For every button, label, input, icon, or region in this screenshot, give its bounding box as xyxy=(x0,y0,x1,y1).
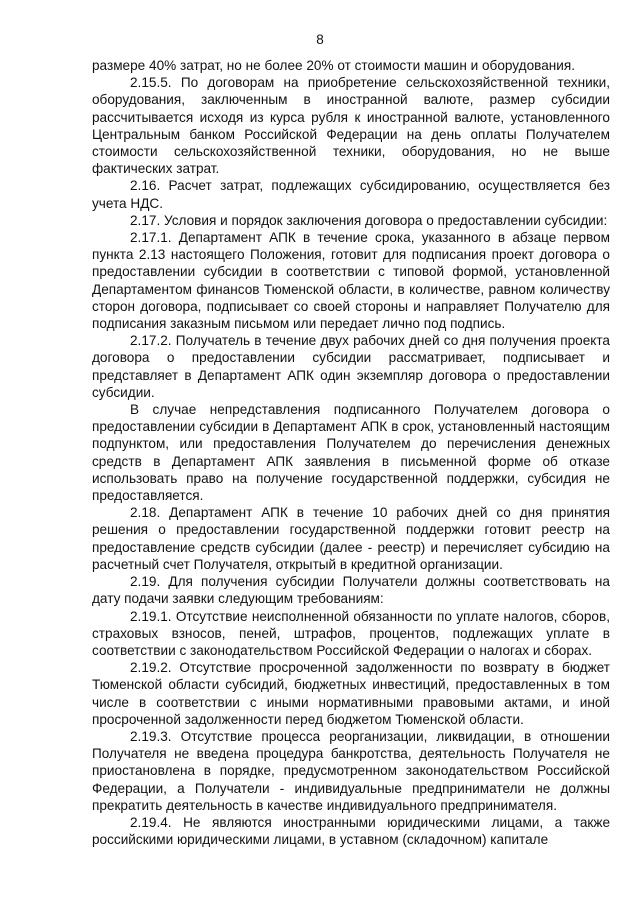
paragraph-2-17-2-refusal: В случае непредставления подписанного Получателем договора о предоставлении субсидии в Департамент АПК в срок, установленный настоящим подпунктом, или предоставления Получателем до перечисления денежных средств в Департамент АПК заявления в письменной форме об отказе использовать право на получение государственной поддержки, субсидия не предоставляется. xyxy=(92,402,610,504)
paragraph-2-19: 2.19. Для получения субсидии Получатели должны соответствовать на дату подачи заявки следующим требованиям: xyxy=(92,574,610,607)
paragraph-2-15-5: 2.15.5. По договорам на приобретение сельскохозяйственной техники, оборудования, заключенным в иностранной валюте, размер субсидии рассчитывается исходя из курса рубля к иностранной валюте, установленного Центральным банком Российской Федерации на день оплаты Получателем стоимости сельскохозяйственной техники, оборудования, но не выше фактических затрат. xyxy=(92,75,610,177)
paragraph-2-18: 2.18. Департамент АПК в течение 10 рабочих дней со дня принятия решения о предоставлении государственной поддержки готовит реестр на предоставление средств субсидии (далее - реестр) и перечисляет субсидию на расчетный счет Получателя, открытый в кредитной организации. xyxy=(92,505,610,572)
page-number: 8 xyxy=(316,32,324,47)
paragraph-continuation: размере 40% затрат, но не более 20% от стоимости машин и оборудования. xyxy=(92,58,576,73)
paragraph-2-19-2: 2.19.2. Отсутствие просроченной задолженности по возврату в бюджет Тюменской области субсидий, бюджетных инвестиций, предоставленных в том числе в соответствии с иными нормативными правовыми актами, и иной просроченной задолженности перед бюджетом Тюменской области. xyxy=(92,660,610,727)
paragraph-2-17-1: 2.17.1. Департамент АПК в течение срока, указанного в абзаце первом пункта 2.13 настоящего Положения, готовит для подписания проект договора о предоставлении субсидии в соответствии с типовой формой, установленной Департаментом финансов Тюменской области, в количестве, равном количеству сторон договора, подписывает со своей стороны и направляет Получателю для подписания заказным письмом или передает лично под подпись. xyxy=(92,230,610,332)
paragraph-2-16: 2.16. Расчет затрат, подлежащих субсидированию, осуществляется без учета НДС. xyxy=(92,178,610,211)
paragraph-2-17-2: 2.17.2. Получатель в течение двух рабочих дней со дня получения проекта договора о предоставлении субсидии рассматривает, подписывает и представляет в Департамент АПК один экземпляр договора о предоставлении субсидии. xyxy=(92,333,610,400)
document-body xyxy=(92,57,610,848)
paragraph-2-19-1: 2.19.1. Отсутствие неисполненной обязанности по уплате налогов, сборов, страховых взносов, пеней, штрафов, процентов, подлежащих уплате в соответствии с законодательством Российской Федерации о налогах и сборах. xyxy=(92,608,610,658)
paragraph-2-19-3: 2.19.3. Отсутствие процесса реорганизации, ликвидации, в отношении Получателя не введена процедура банкротства, деятельность Получателя не приостановлена в порядке, предусмотренном законодательством Российской Федерации, а Получатели - индивидуальные предприниматели не должны прекратить деятельность в качестве индивидуального предпринимателя. xyxy=(92,728,610,813)
paragraph-2-19-4: 2.19.4. Не являются иностранными юридическими лицами, а также российскими юридическими лицами, в уставном (складочном) капитале xyxy=(92,814,610,848)
paragraph-2-17: 2.17. Условия и порядок заключения договора о предоставлении субсидии: xyxy=(130,212,608,228)
